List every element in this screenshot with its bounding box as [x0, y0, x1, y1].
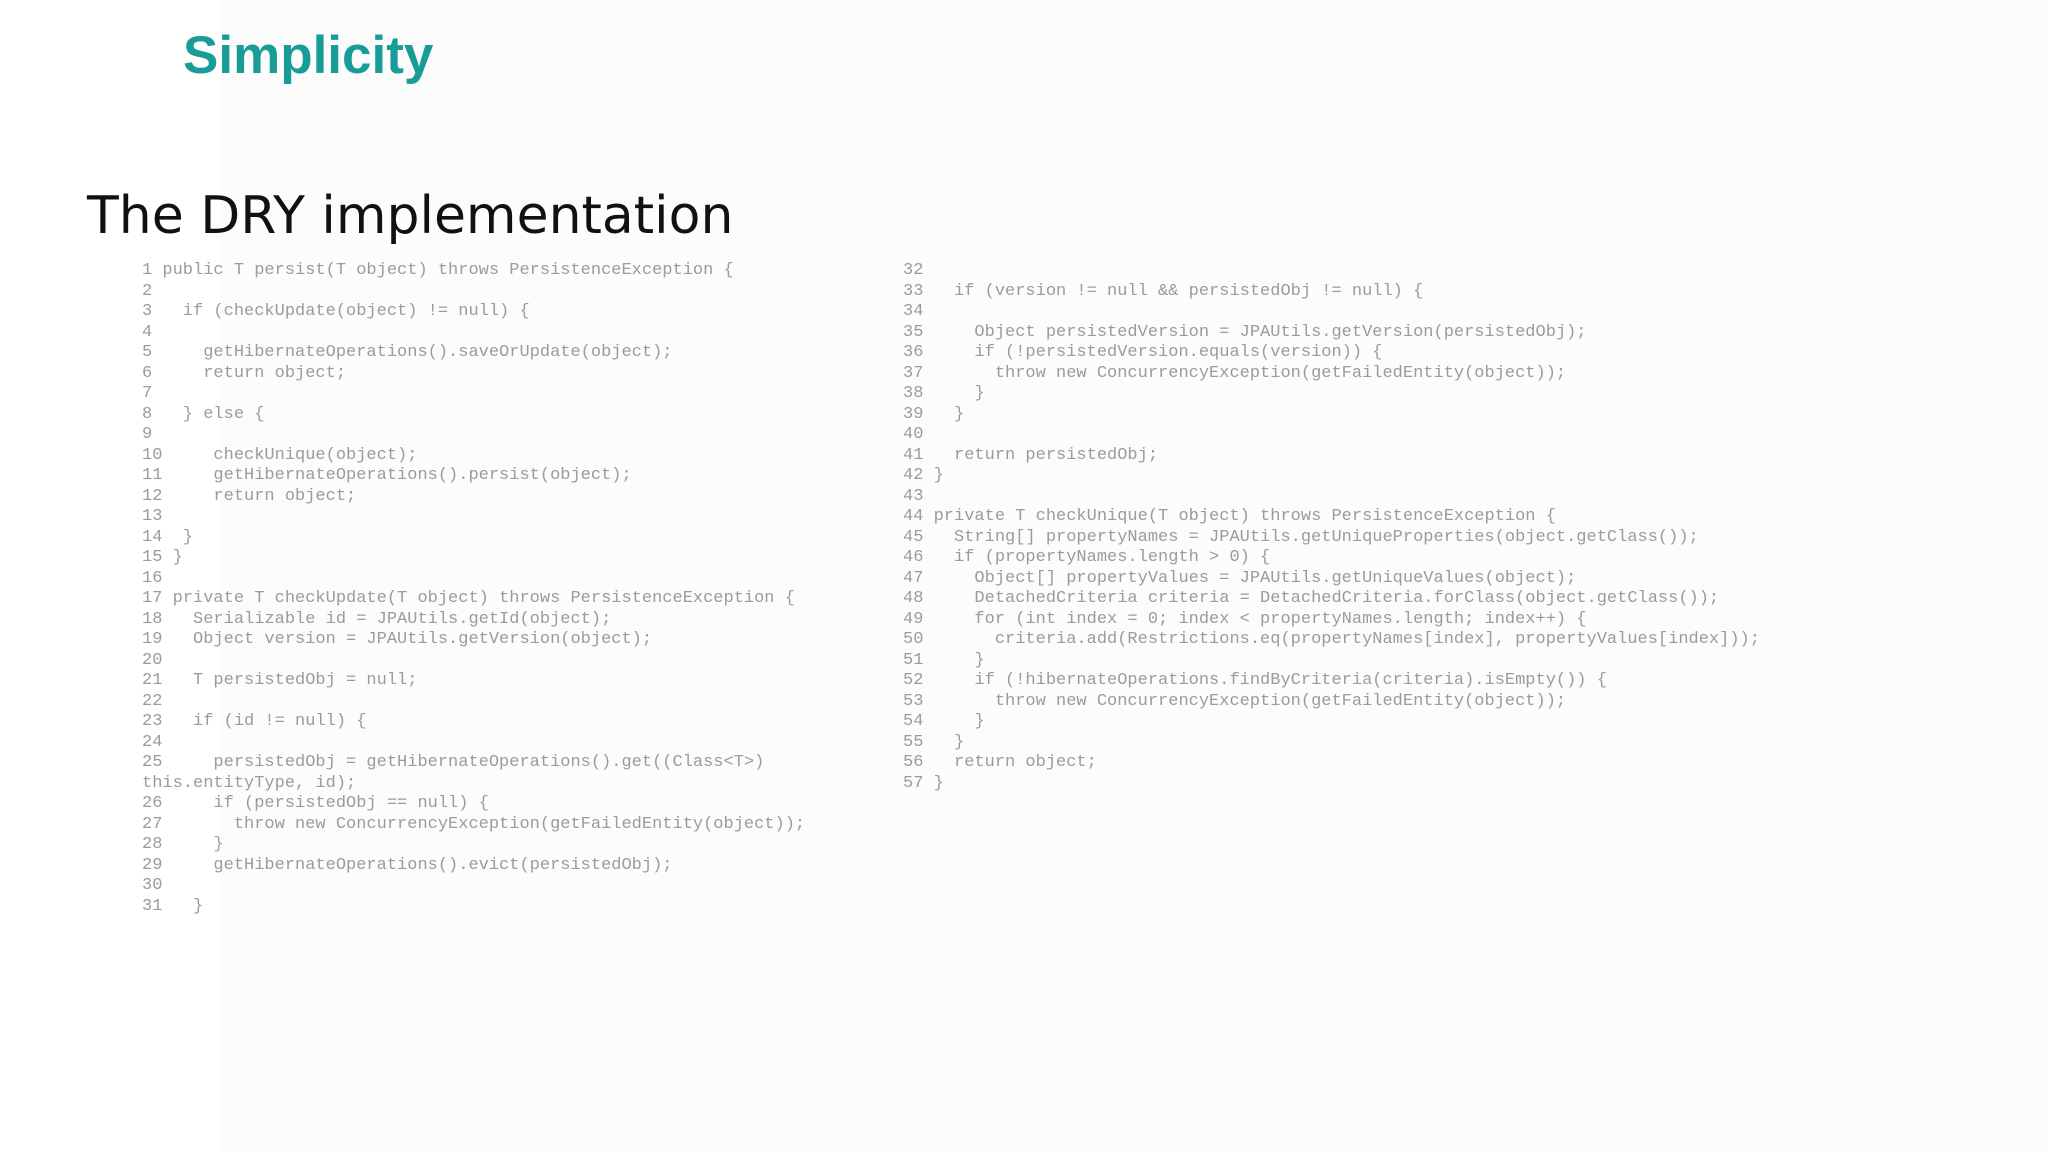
code-line: 3 if (checkUpdate(object) != null) { [142, 302, 530, 321]
code-line: 4 [142, 322, 153, 342]
code-line: 34 [903, 302, 924, 321]
code-line: 57 } [903, 773, 944, 793]
code-line: 27 throw new ConcurrencyException(getFailedEntity(object)); [142, 814, 806, 834]
code-line: 14 } [142, 527, 194, 547]
code-line: 49 for (int index = 0; index < propertyNames.length; index++) { [903, 609, 1587, 629]
code-line: 29 getHibernateOperations().evict(persistedObj); [142, 855, 673, 875]
code-line: 39 } [903, 404, 965, 424]
code-line: 17 private T checkUpdate(T object) throws PersistenceException { [142, 589, 795, 608]
code-line: 46 if (propertyNames.length > 0) { [903, 548, 1271, 567]
code-line: 5 getHibernateOperations().saveOrUpdate(object); [142, 343, 673, 362]
code-line: 22 [142, 691, 163, 711]
code-block-left [142, 261, 832, 917]
code-line: 7 [142, 384, 153, 403]
code-line: 8 } else { [142, 404, 265, 424]
code-line: 15 } [142, 548, 183, 567]
code-line: 35 Object persistedVersion = JPAUtils.getVersion(persistedObj); [903, 322, 1587, 342]
code-line: 44 private T checkUnique(T object) throws PersistenceException { [903, 507, 1556, 526]
slide-title: The DRY implementation [87, 186, 734, 246]
code-line: 24 [142, 732, 163, 752]
code-line: 51 } [903, 650, 985, 670]
code-line: 43 [903, 486, 924, 506]
code-line: 21 T persistedObj = null; [142, 671, 418, 690]
code-line: 18 Serializable id = JPAUtils.getId(object); [142, 609, 612, 629]
code-line: 2 [142, 281, 153, 301]
code-line: 26 if (persistedObj == null) { [142, 794, 489, 813]
code-line: 25 persistedObj = getHibernateOperations().get((Class<T>) [142, 753, 765, 772]
section-title: Simplicity [183, 26, 434, 85]
code-line: 53 throw new ConcurrencyException(getFailedEntity(object)); [903, 691, 1567, 711]
code-line: 9 [142, 425, 153, 444]
code-line: 50 criteria.add(Restrictions.eq(propertyNames[index], propertyValues[index])); [903, 630, 1760, 649]
code-line: 23 if (id != null) { [142, 712, 367, 731]
code-line: 41 return persistedObj; [903, 445, 1159, 465]
code-line: 13 [142, 507, 163, 526]
code-line: 40 [903, 425, 924, 444]
code-line: 12 return object; [142, 486, 357, 506]
code-line: 16 [142, 568, 163, 588]
code-line: 37 throw new ConcurrencyException(getFailedEntity(object)); [903, 363, 1567, 383]
code-line: 38 } [903, 384, 985, 403]
code-line: 1 public T persist(T object) throws PersistenceException { [142, 261, 734, 280]
code-line: 31 } [142, 896, 204, 916]
code-line: 6 return object; [142, 363, 347, 383]
code-line: 47 Object[] propertyValues = JPAUtils.getUniqueValues(object); [903, 568, 1577, 588]
code-line: this.entityType, id); [142, 773, 357, 793]
code-line: 54 } [903, 712, 985, 731]
code-line: 30 [142, 876, 163, 895]
code-line: 32 [903, 261, 924, 280]
code-line: 19 Object version = JPAUtils.getVersion(object); [142, 630, 653, 649]
code-line: 11 getHibernateOperations().persist(object); [142, 466, 632, 485]
code-line: 52 if (!hibernateOperations.findByCriteria(criteria).isEmpty()) { [903, 671, 1607, 690]
code-line: 10 checkUnique(object); [142, 445, 418, 465]
code-line: 28 } [142, 835, 224, 854]
code-line: 36 if (!persistedVersion.equals(version)) { [903, 343, 1383, 362]
code-line: 45 String[] propertyNames = JPAUtils.getUniqueProperties(object.getClass()); [903, 527, 1699, 547]
code-line: 55 } [903, 732, 965, 752]
code-line: 42 } [903, 466, 944, 485]
code-line: 56 return object; [903, 753, 1097, 772]
code-block-right [903, 261, 1803, 794]
code-line: 33 if (version != null && persistedObj != null) { [903, 281, 1424, 301]
code-line: 20 [142, 650, 163, 670]
code-line: 48 DetachedCriteria criteria = DetachedCriteria.forClass(object.getClass()); [903, 589, 1720, 608]
